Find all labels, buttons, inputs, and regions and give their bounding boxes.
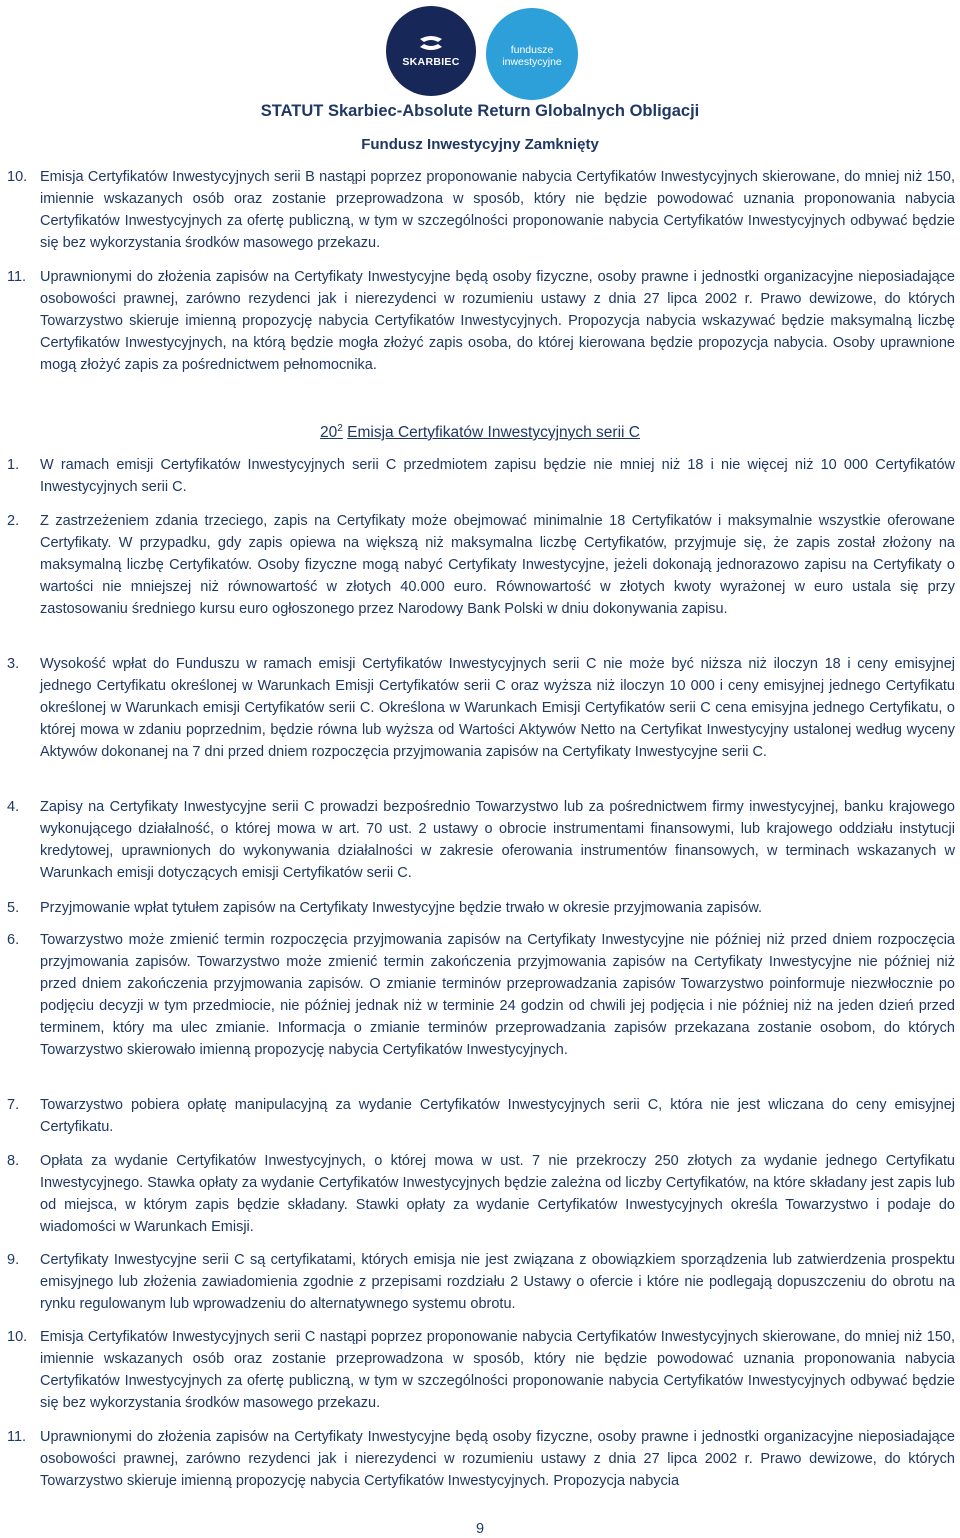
paragraph-text: Zapisy na Certyfikaty Inwestycyjne serii C prowadzi bezpośrednio Towarzystwo lub za pośrednictwem firmy inwestycyjnej, banku krajowego wykonującego działalność, o której mowa w art. 70 ust. 2 ustawy o obrocie instrumentami finansowymi, lub krajowego oddziału instytucji kredytowej, uprawnionych do wykonywania działalności w zakresie oferowania instrumentów finansowych, w terminach wskazanych w Warunkach emisji dotyczących emisji Certyfikatów serii C. — [40, 799, 955, 881]
paragraph-text: Certyfikaty Inwestycyjne serii C są certyfikatami, których emisja nie jest związana z obowiązkiem sporządzenia lub zatwierdzenia prospektu emisyjnego lub złożenia zawiadomienia zgodnie z przepisami rozdziału 2 Ustawy o ofercie i które nie podlegają dopuszczeniu do obrotu na rynku regulowanym lub wprowadzeniu do alternatywnego systemu obrotu. — [40, 1252, 955, 1312]
header-logos — [0, 6, 960, 96]
section-paragraph-2 — [7, 510, 955, 620]
document-title: STATUT Skarbiec-Absolute Return Globalnych Obligacji — [260, 102, 700, 120]
logo-sub-line1: fundusze — [510, 44, 554, 56]
paragraph-number: 7. — [7, 1097, 20, 1113]
paragraph-number: 2. — [7, 513, 20, 529]
paragraph-text: Opłata za wydanie Certyfikatów Inwestycyjnych, o której mowa w ust. 7 nie przekroczy 250 złotych za wydanie jednego Certyfikatu Inwestycyjnego. Stawka opłaty za wydanie Certyfikatów Inwestycyjnych będzie zależna od liczby Certyfikatów, na które składany jest zapis lub od miejsca, w którym zapis będzie składany. Stawki opłaty za wydanie Certyfikatów Inwestycyjnych określa Towarzystwo i podaje do wiadomości w Warunkach Emisji. — [40, 1153, 955, 1235]
paragraph-text: Towarzystwo może zmienić termin rozpoczęcia przyjmowania zapisów na Certyfikaty Inwestycyjne nie później niż przed dniem rozpoczęcia przyjmowania zapisów. Towarzystwo może zmienić termin zakończenia przyjmowania zapisów na Certyfikaty Inwestycyjne nie później niż przed dniem zakończenia przyjmowania zapisów. O zmianie terminów przeprowadzania zapisów Towarzystwo poinformuje niezwłocznie po podjęciu decyzji w tym przedmiocie, nie później jednak niż w terminie 24 godzin od chwili jej podjęcia i nie później niż na jeden dzień przed terminem, który ma ulec zmianie. Informacja o zmianie terminów przeprowadzania zapisów przekazana zostanie osobom, do których Towarzystwo skierowało imienną propozycję nabycia Certyfikatów Inwestycyjnych. — [40, 932, 955, 1058]
section-paragraph-1 — [7, 454, 955, 498]
paragraph-text: W ramach emisji Certyfikatów Inwestycyjnych serii C przedmiotem zapisu będzie nie mniej niż 18 i nie więcej niż 10 000 Certyfikatów Inwestycyjnych serii C. — [40, 457, 955, 495]
paragraph-text: Z zastrzeżeniem zdania trzeciego, zapis na Certyfikaty może obejmować minimalnie 18 Certyfikatów i maksymalnie wszystkie oferowane Certyfikaty. W przypadku, gdy zapis opiewa na większą niż maksymalna liczbę Certyfikatów, przyjmuje się, że zapis został złożony na maksymalną liczbę Certyfikatów. Osoby fizyczne mogą nabyć Certyfikaty Inwestycyjne, jeżeli dokonają jednorazowo zapisu na Certyfikaty o wartości nie mniejszej niż równowartość w złotych 40.000 euro. Równowartość w złotych kwoty wyrażonej w euro ustala się przy zastosowaniu średniego kursu euro ogłoszonego przez Narodowy Bank Polski w dniu dokonywania zapisu. — [40, 513, 955, 617]
section-number: $20^2$ — [320, 423, 343, 442]
section-title: Emisja Certyfikatów Inwestycyjnych serii C — [347, 424, 640, 442]
paragraph-number: 11. — [7, 269, 27, 285]
section-paragraph-5 — [7, 897, 955, 919]
paragraph-number: 4. — [7, 799, 20, 815]
paragraph-text: Emisja Certyfikatów Inwestycyjnych serii B nastąpi poprzez proponowanie nabycia Certyfikatów Inwestycyjnych skierowane, do mniej niż 150, imiennie wskazanych osób oraz zostanie przeprowadzona w sposób, który nie będzie powodować uznania proponowania nabycia Certyfikatów Inwestycyjnych za ofertę publiczną, w tym w szczególności proponowanie nabycia Certyfikatów Inwestycyjnych odbywać będzie się bez wykorzystania środków masowego przekazu. — [40, 169, 955, 251]
paragraph-text: Emisja Certyfikatów Inwestycyjnych serii C nastąpi poprzez proponowanie nabycia Certyfikatów Inwestycyjnych skierowane, do mniej niż 150, imiennie wskazanych osób oraz zostanie przeprowadzona w sposób, który nie będzie powodować uznania proponowania nabycia Certyfikatów Inwestycyjnych za ofertę publiczną, w tym w szczególności proponowanie nabycia Certyfikatów Inwestycyjnych odbywać będzie się bez wykorzystania środków masowego przekazu. — [40, 1329, 955, 1411]
section-paragraph-10 — [7, 1326, 955, 1414]
paragraph-text: Uprawnionymi do złożenia zapisów na Certyfikaty Inwestycyjne będą osoby fizyczne, osoby prawne i jednostki organizacyjne nieposiadające osobowości prawnej, zarówno rezydenci jak i nierezydenci w rozumieniu ustawy z dnia 27 lipca 2002 r. Prawo dewizowe, do których Towarzystwo skieruje imienną propozycję nabycia Certyfikatów Inwestycyjnych. Propozycja nabycia wskazywać będzie maksymalną liczbę Certyfikatów Inwestycyjnych, na którą będzie mogła złożyć zapis osoba, do której kierowana będzie propozycja nabycia. Osoby uprawnione mogą złożyć zapis za pośrednictwem pełnomocnika. — [40, 269, 955, 373]
skarbiec-mark-icon — [416, 34, 446, 52]
paragraph-number: 5. — [7, 900, 20, 916]
paragraph-number: 11. — [7, 1429, 27, 1445]
paragraph-text: Wysokość wpłat do Funduszu w ramach emisji Certyfikatów Inwestycyjnych serii C nie może być niższa niż iloczyn 18 i ceny emisyjnej jednego Certyfikatu określonej w Warunkach Emisji Certyfikatów serii C oraz wyższa niż iloczyn 10 000 i ceny emisyjnej jednego Certyfikatu określonej w Warunkach emisji Certyfikatów serii C. Określona w Warunkach Emisji Certyfikatów serii C cena emisyjna jednego Certyfikatu, o której mowa w zdaniu poprzednim, będzie równa lub wyższa od Wartości Aktywów Netto na Certyfikat Inwestycyjny ustalonej według wyceny Aktywów dokonanej na 7 dni przed dniem rozpoczęcia przyjmowania zapisów na Certyfikaty Inwestycyjne serii C. — [40, 656, 955, 760]
paragraph-text: Uprawnionymi do złożenia zapisów na Certyfikaty Inwestycyjne będą osoby fizyczne, osoby prawne i jednostki organizacyjne nieposiadające osobowości prawnej, zarówno rezydenci jak i nierezydenci w rozumieniu ustawy z dnia 27 lipca 2002 r. Prawo dewizowe, do których Towarzystwo skieruje imienną propozycję nabycia Certyfikatów Inwestycyjnych. Propozycja nabycia — [40, 1429, 955, 1489]
fundusze-inwestycyjne-logo — [486, 8, 578, 100]
paragraph-number: 10. — [7, 169, 28, 185]
section-paragraph-9 — [7, 1249, 955, 1315]
logo-sub-line2: inwestycyjne — [502, 56, 562, 68]
section-paragraph-11 — [7, 1426, 955, 1492]
paragraph-text: Przyjmowanie wpłat tytułem zapisów na Certyfikaty Inwestycyjne będzie trwało w okresie przyjmowania zapisów. — [40, 900, 763, 916]
section-paragraph-8 — [7, 1150, 955, 1238]
paragraph-number: 6. — [7, 932, 20, 948]
section-paragraph-6 — [7, 929, 955, 1061]
paragraph-number: 8. — [7, 1153, 20, 1169]
section-paragraph-7 — [7, 1094, 955, 1138]
top-paragraph-10 — [7, 166, 955, 254]
logo-sub-text — [486, 44, 578, 68]
paragraph-number: 9. — [7, 1252, 20, 1268]
skarbiec-logo — [386, 6, 476, 96]
paragraph-number: 10. — [7, 1329, 28, 1345]
paragraph-number: 3. — [7, 656, 20, 672]
section-paragraph-3 — [7, 653, 955, 763]
paragraph-text: Towarzystwo pobiera opłatę manipulacyjną za wydanie Certyfikatów Inwestycyjnych serii C, która nie jest wliczana do ceny emisyjnej Certyfikatu. — [40, 1097, 955, 1135]
paragraph-number: 1. — [7, 457, 20, 473]
page-number: 9 — [475, 1521, 485, 1537]
section-heading — [0, 423, 960, 442]
logo-brand-text: SKARBIEC — [402, 56, 460, 68]
section-paragraph-4 — [7, 796, 955, 884]
document-subtitle: Fundusz Inwestycyjny Zamknięty — [361, 136, 599, 153]
top-paragraph-11 — [7, 266, 955, 376]
